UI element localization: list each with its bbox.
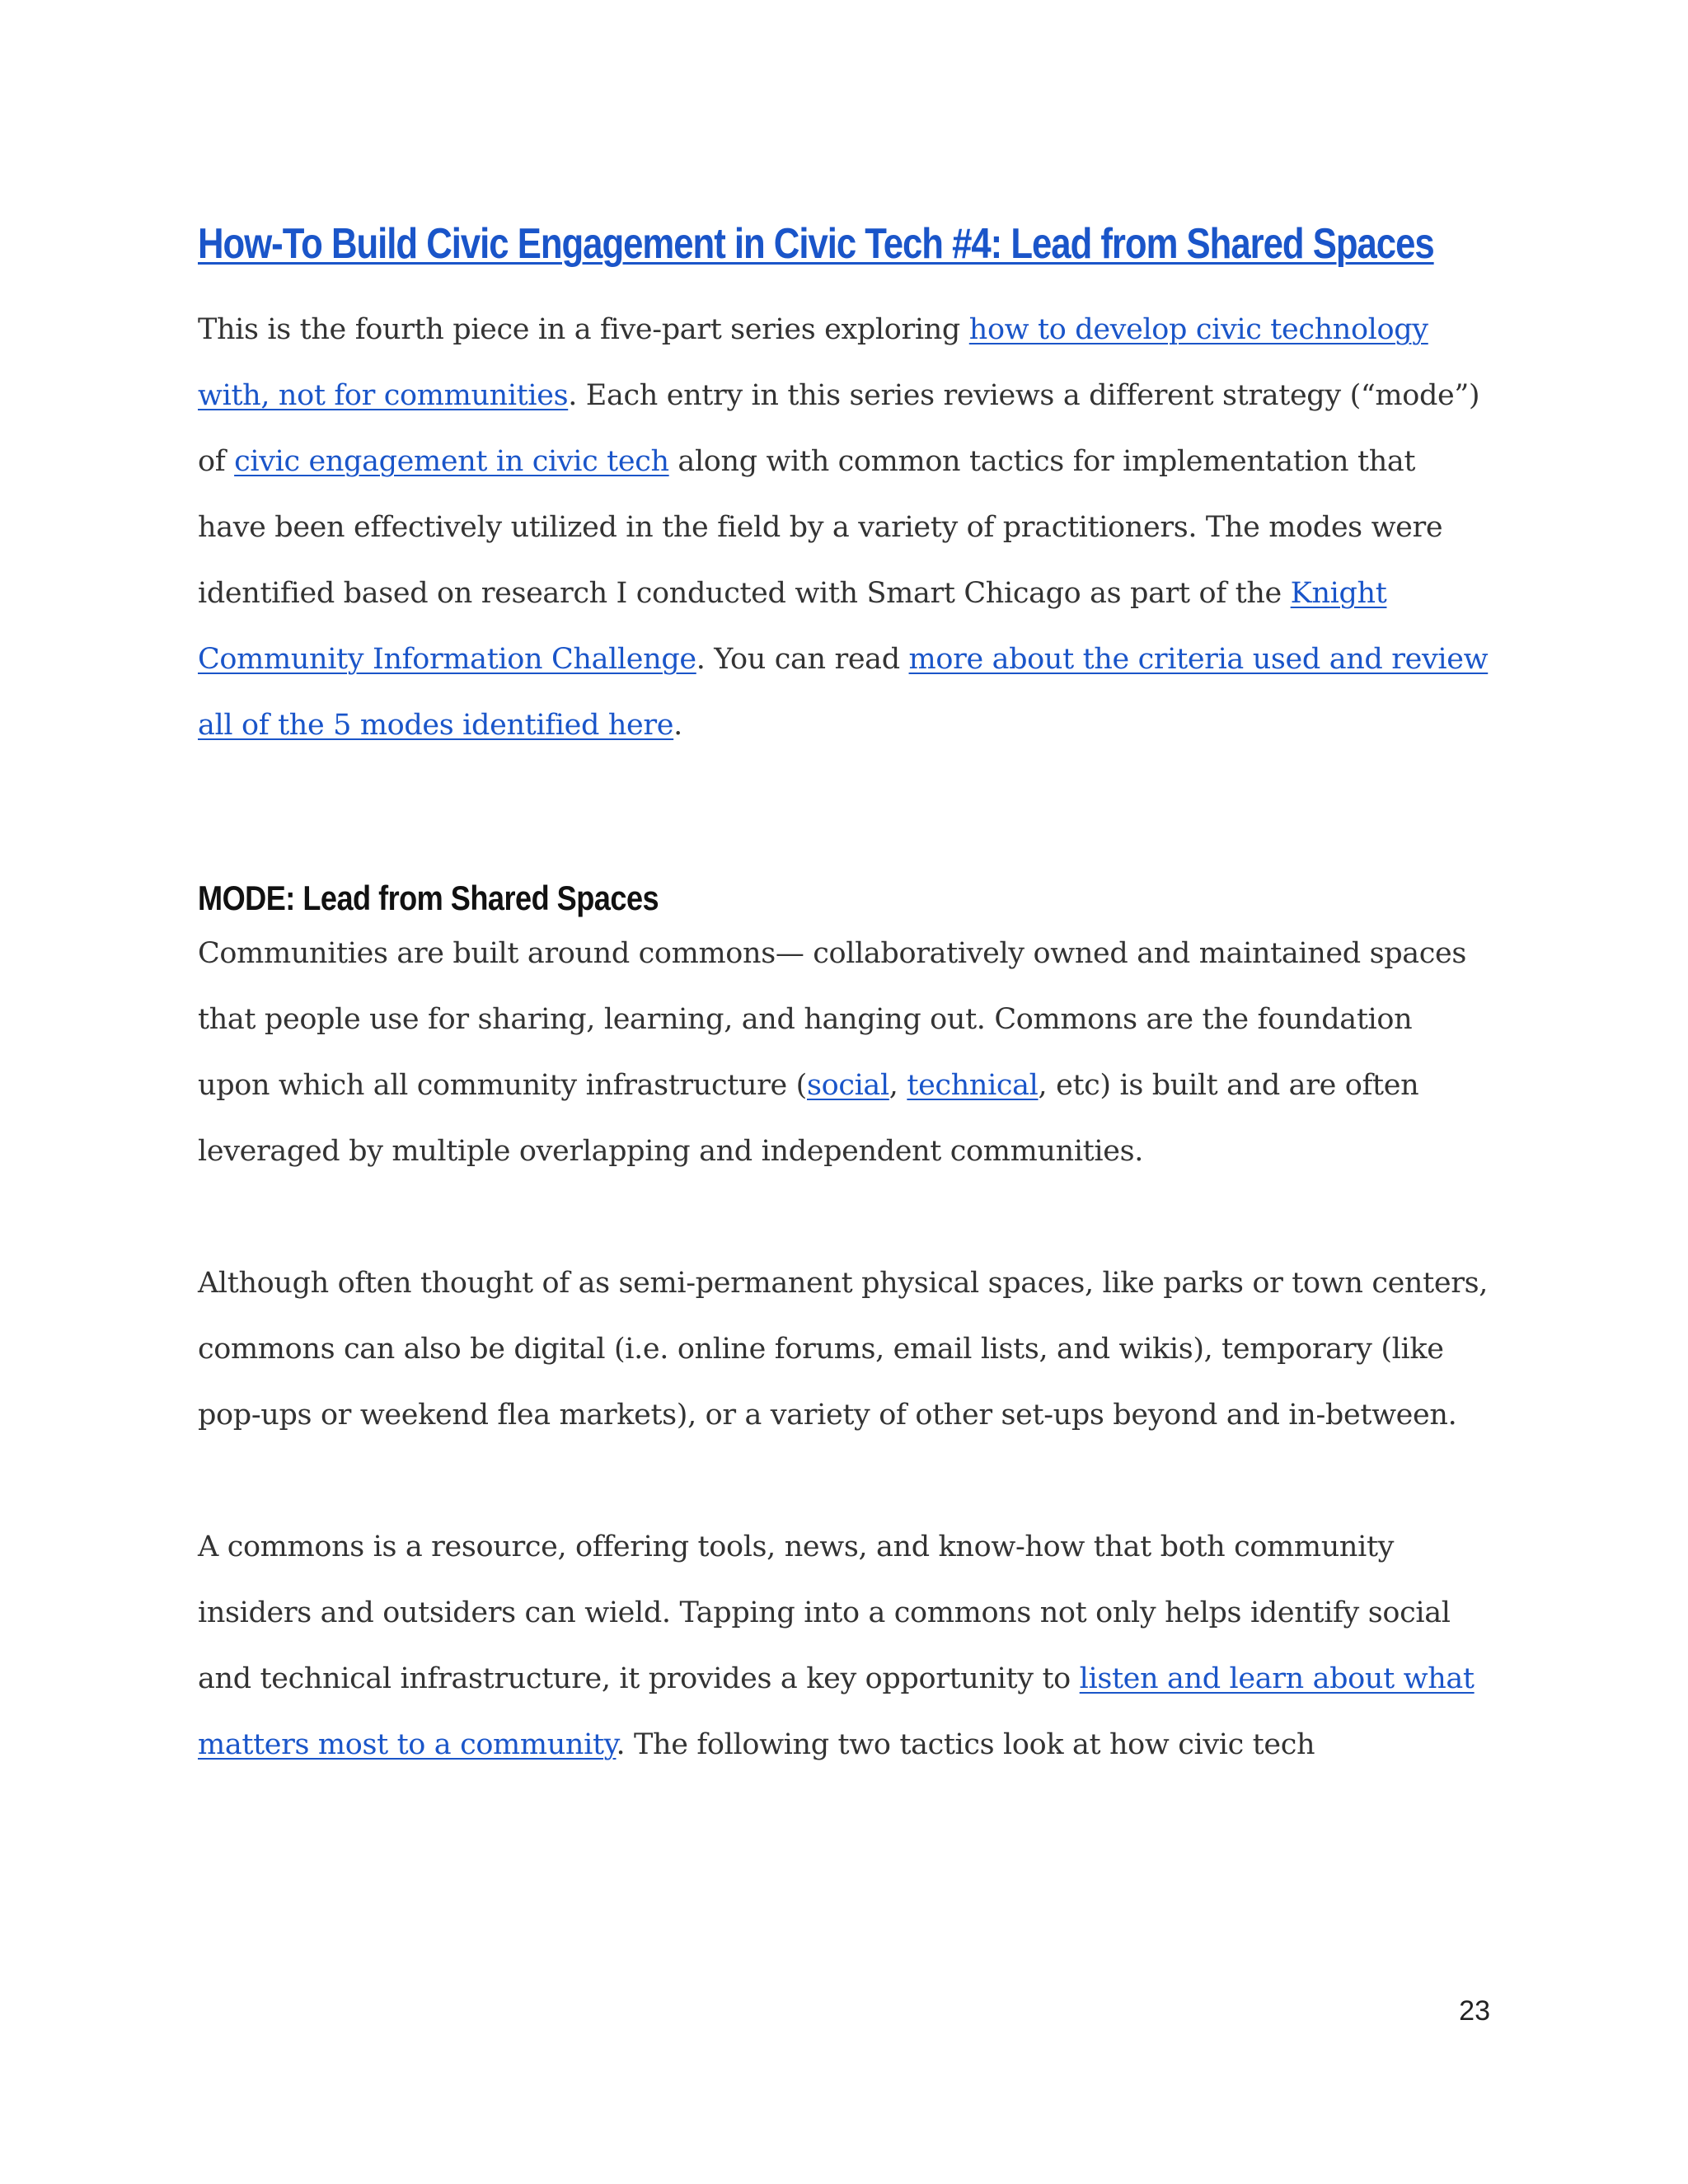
mode-heading: MODE: Lead from Shared Spaces bbox=[198, 879, 659, 917]
commons-text-3: , etc) is built and are often leveraged by multiple overlapping and independent communities. bbox=[198, 1069, 1419, 1168]
commons-text-1: Communities are built around commons— collaboratively owned and maintained spaces that people use for sharing, learning, and hanging out. Commons are the foundation upon which all community infrastructure ( bbox=[198, 937, 1467, 1102]
link-criteria-and-modes[interactable]: more about the criteria used and review all of the 5 modes identified here bbox=[198, 643, 1489, 742]
commons-resource-paragraph bbox=[198, 1514, 1492, 1778]
intro-text-4: . You can read bbox=[696, 643, 909, 676]
intro-text-5: . bbox=[673, 709, 682, 742]
link-listen-and-learn[interactable]: listen and learn about what matters most to a community bbox=[198, 1662, 1475, 1761]
article-title bbox=[198, 213, 1493, 276]
link-civic-engagement-in-civic-tech[interactable]: civic engagement in civic tech bbox=[234, 445, 669, 478]
article-title-link[interactable]: How-To Build Civic Engagement in Civic Tech #4: Lead from Shared Spaces bbox=[198, 220, 1434, 268]
resource-text-2: . The following two tactics look at how civic tech bbox=[616, 1728, 1315, 1761]
intro-text-3: along with common tactics for implementation that have been effectively utilized in the field by a variety of practitioners. The modes were identified based on research I conducted with Smart Chicago as part of the bbox=[198, 445, 1443, 610]
commons-paragraph bbox=[198, 921, 1492, 1184]
link-technical[interactable]: technical bbox=[907, 1069, 1039, 1102]
intro-text-2: . Each entry in this series reviews a different strategy (“mode”) of bbox=[198, 379, 1480, 478]
physical-spaces-paragraph: Although often thought of as semi-permanent physical spaces, like parks or town centers, commons can also be digital (i.e. online forums, email lists, and wikis), temporary (like pop-ups or weekend flea markets), or a variety of other set-ups beyond and in-between. bbox=[198, 1267, 1488, 1432]
resource-text-1: A commons is a resource, offering tools, news, and know-how that both community insiders and outsiders can wield. Tapping into a commons not only helps identify social and technical infrastructure, it provides a key opportunity to bbox=[198, 1530, 1451, 1695]
link-social[interactable]: social bbox=[807, 1069, 889, 1102]
link-knight-community-information-challenge[interactable]: Knight Community Information Challenge bbox=[198, 577, 1387, 676]
commons-text-2: , bbox=[889, 1069, 907, 1102]
intro-text-1: This is the fourth piece in a five-part series exploring bbox=[198, 313, 969, 346]
intro-paragraph bbox=[198, 297, 1492, 758]
link-develop-civic-technology[interactable]: how to develop civic technology with, not for communities bbox=[198, 313, 1428, 412]
document-content bbox=[198, 213, 1492, 1778]
page-number: 23 bbox=[1459, 1995, 1490, 2027]
